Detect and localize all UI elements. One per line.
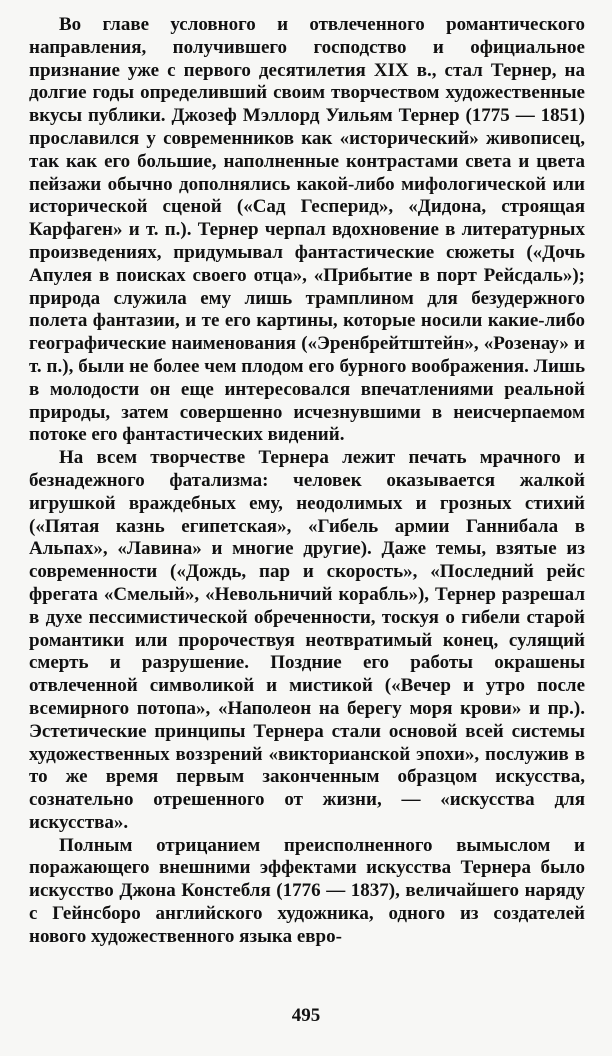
paragraph-turner-fatalism: На всем творчестве Тернера лежит печать мрачного и безнадежного фатализма: человек оказывается жалкой игрушкой враждебных ему, неодолимых и грозных стихий («Пятая казнь египетская», «Гибель армии Ганнибала в Альпах», «Лавина» и многие другие). Даже темы, взятые из современности («Дождь, пар и скорость», «Последний рейс фрегата «Смелый», «Невольничий корабль»), Тернер разрешал в духе пессимистической обреченности, тоскуя о гибели старой романтики или пророчествуя неотвратимый конец, сулящий смерть и разрушение. Поздние его работы окрашены отвлеченной символикой и мистикой («Вечер и утро после всемирного потопа», «Наполеон на берегу моря крови» и пр.). Эстетические принципы Тернера стали основой всей системы художественных воззрений «викторианской эпохи», послужив в то же время первым законченным образцом искусства, сознательно отрешенного от жизни, — «искусства для искусства». bbox=[29, 447, 585, 833]
page-number: 495 bbox=[291, 1005, 321, 1026]
paragraph-turner-intro: Во главе условного и отвлеченного романтического направления, получившего господство и официальное признание уже с первого десятилетия XIX в., стал Тернер, на долгие годы определивший своим творчеством художественные вкусы публики. Джозеф Мэллорд Уильям Тернер (1775 — 1851) прославился у современников как «исторический» живописец, так как его большие, наполненные контрастами света и цвета пейзажи обычно дополнялись какой-либо мифологической или исторической сценой («Сад Гесперид», «Дидона, строящая Карфаген» и т. п.). Тернер черпал вдохновение в литературных произведениях, придумывал фантастические сюжеты («Дочь Апулея в поисках своего отца», «Прибытие в порт Рейсдаль»); природа служила ему лишь трамплином для безудержного полета фантазии, и те его картины, которые носили какие-либо географические наименования («Эренбрейтштейн», «Розенау» и т. п.), были не более чем плодом его бурного воображения. Лишь в молодости он еще интересовался впечатлениями реальной природы, затем совершенно исчезнувшими в неисчерпаемом потоке его фантастических видений. bbox=[29, 14, 585, 446]
body-text bbox=[29, 14, 585, 949]
paragraph-constable: Полным отрицанием преисполненного вымыслом и поражающего внешними эффектами искусства Тернера было искусство Джона Констебля (1776 — 1837), величайшего наряду с Гейнсборо английского художника, одного из создателей нового художественного языка евро- bbox=[29, 834, 585, 947]
